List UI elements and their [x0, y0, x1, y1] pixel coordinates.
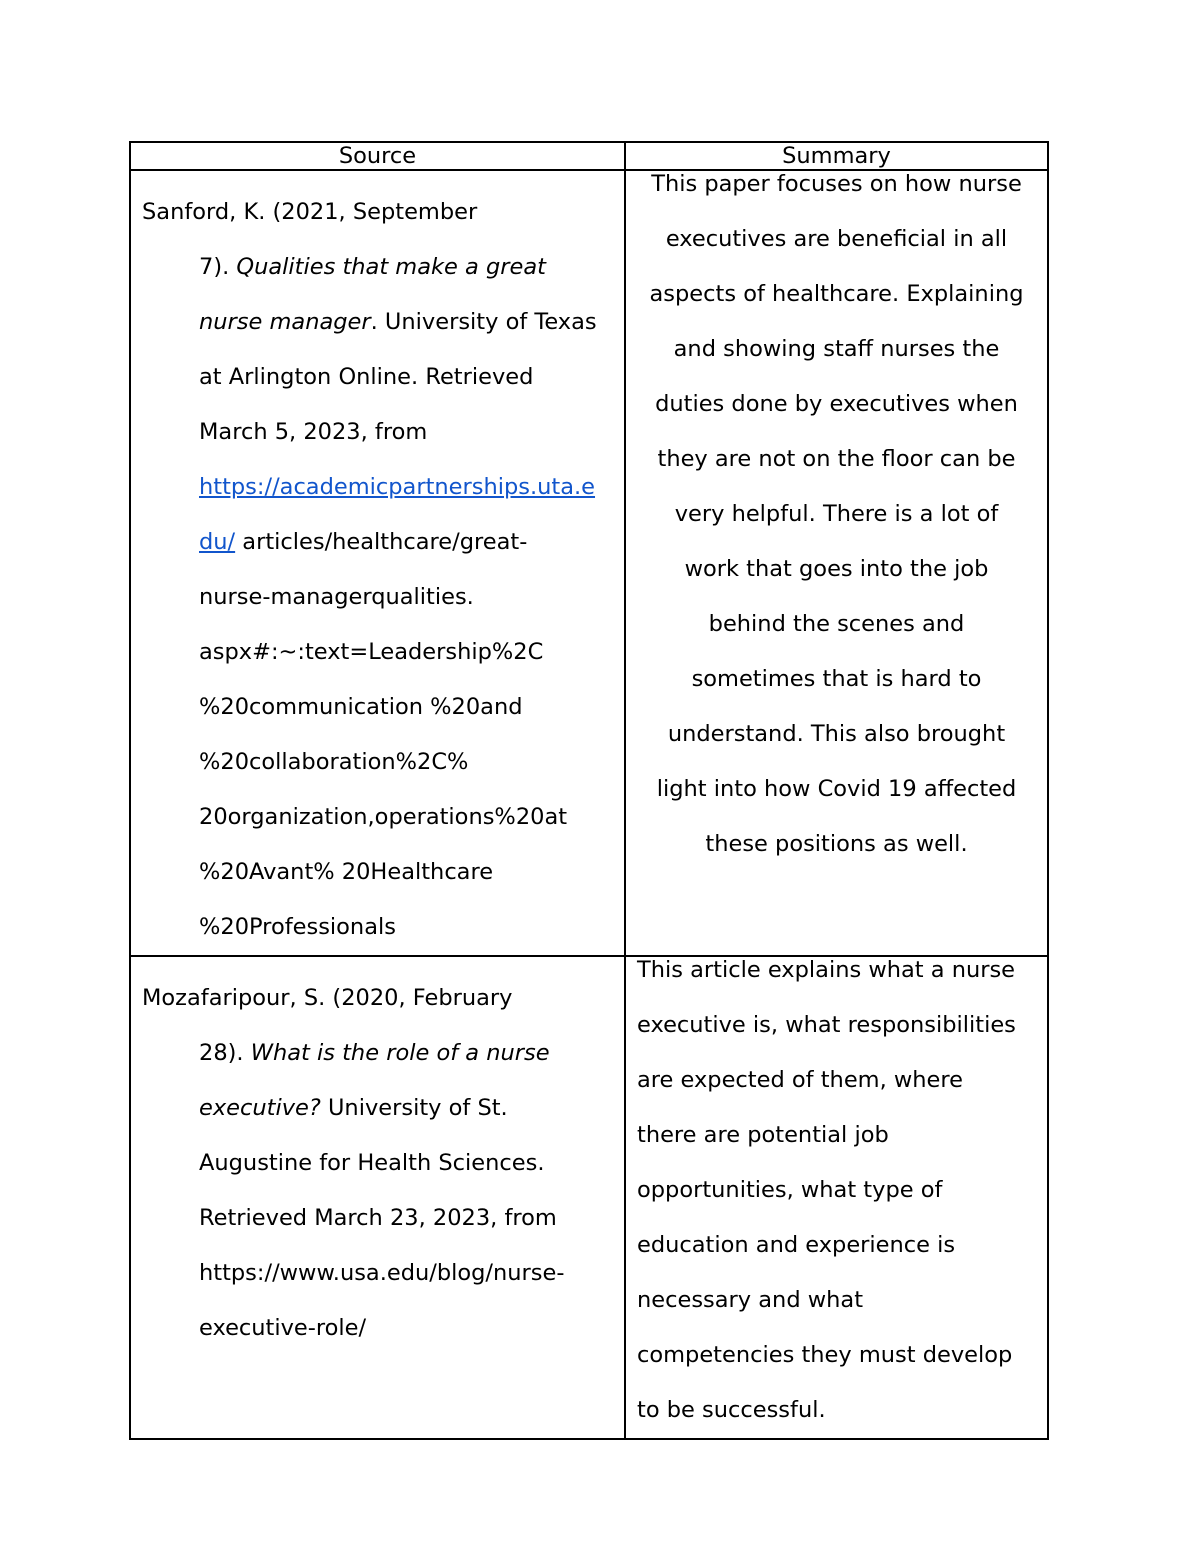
- citation-url-line: %20collaboration%2C%: [199, 749, 469, 775]
- source-cell: [130, 956, 625, 1439]
- table-row: [130, 170, 1048, 956]
- citation-body: [142, 1026, 616, 1356]
- citation-line: [199, 460, 616, 515]
- summary-line: there are potential job: [637, 1122, 889, 1148]
- citation-line: Augustine for Health Sciences.: [199, 1150, 545, 1176]
- summary-line: and showing staff nurses the: [673, 336, 1000, 362]
- citation-url-line: %20Professionals: [199, 914, 396, 940]
- summary-line: This paper focuses on how nurse: [651, 171, 1022, 197]
- citation-title: Qualities that make a great: [236, 254, 546, 280]
- summary-line: light into how Covid 19 affected: [656, 776, 1017, 802]
- table-row: [130, 956, 1048, 1439]
- citation-line: Retrieved March 23, 2023, from: [199, 1205, 557, 1231]
- citation-url-line: aspx#:~:text=Leadership%2C: [199, 639, 544, 665]
- citation-line: https://www.usa.edu/blog/nurse-: [199, 1260, 565, 1286]
- summary-line: to be successful.: [637, 1397, 826, 1423]
- summary-cell: [625, 170, 1048, 956]
- citation-author-date: Sanford, K. (2021, September: [142, 199, 478, 225]
- source-column-header: Source: [130, 142, 625, 170]
- summary-line: competencies they must develop: [637, 1342, 1013, 1368]
- summary-line: behind the scenes and: [708, 611, 965, 637]
- summary-column-header: Summary: [625, 142, 1048, 170]
- summary-line: executive is, what responsibilities: [637, 1012, 1016, 1038]
- citation-url-text: articles/healthcare/great-: [235, 529, 528, 555]
- summary-line: necessary and what: [637, 1287, 864, 1313]
- citation-url-line: nurse-managerqualities.: [199, 584, 474, 610]
- summary-line: work that goes into the job: [684, 556, 989, 582]
- citation-line: [199, 1026, 616, 1081]
- citation-line: [199, 1081, 616, 1136]
- summary-line: very helpful. There is a lot of: [674, 501, 999, 527]
- citation-date-end: 28).: [199, 1040, 251, 1066]
- citation-url-line: 20organization,operations%20at: [199, 804, 568, 830]
- citation-publisher: University of St.: [320, 1095, 508, 1121]
- citation-line: [199, 295, 616, 350]
- citation-line: [199, 515, 616, 570]
- citation-author-date: Mozafaripour, S. (2020, February: [142, 985, 513, 1011]
- citation-link[interactable]: https://academicpartnerships.uta.e: [199, 474, 596, 500]
- citation-line: executive-role/: [199, 1315, 367, 1341]
- summary-line: these positions as well.: [705, 831, 968, 857]
- citation-publisher: . University of Texas: [370, 309, 597, 335]
- citation-url-line: %20communication %20and: [199, 694, 523, 720]
- summary-line: education and experience is: [637, 1232, 956, 1258]
- citation-line: [199, 240, 616, 295]
- citation-url-line: %20Avant% 20Healthcare: [199, 859, 494, 885]
- citation-link[interactable]: du/: [199, 529, 236, 555]
- summary-line: executives are beneficial in all: [665, 226, 1008, 252]
- summary-line: aspects of healthcare. Explaining: [649, 281, 1024, 307]
- citation-title: nurse manager: [199, 309, 371, 335]
- citation-line: at Arlington Online. Retrieved: [199, 364, 534, 390]
- summary-cell: [625, 956, 1048, 1439]
- summary-line: opportunities, what type of: [637, 1177, 943, 1203]
- citation-title: What is the role of a nurse: [250, 1040, 550, 1066]
- summary-line: are expected of them, where: [637, 1067, 963, 1093]
- source-cell: [130, 170, 625, 956]
- summary-line: sometimes that is hard to: [691, 666, 982, 692]
- summary-line: understand. This also brought: [667, 721, 1006, 747]
- citation-date-end: 7).: [199, 254, 237, 280]
- summary-line: they are not on the floor can be: [657, 446, 1016, 472]
- citation-line: March 5, 2023, from: [199, 419, 428, 445]
- summary-line: duties done by executives when: [655, 391, 1018, 417]
- annotated-bibliography-table: [129, 141, 1049, 1440]
- summary-line: This article explains what a nurse: [637, 957, 1016, 983]
- citation-title: executive?: [199, 1095, 321, 1121]
- citation-body: [142, 240, 616, 955]
